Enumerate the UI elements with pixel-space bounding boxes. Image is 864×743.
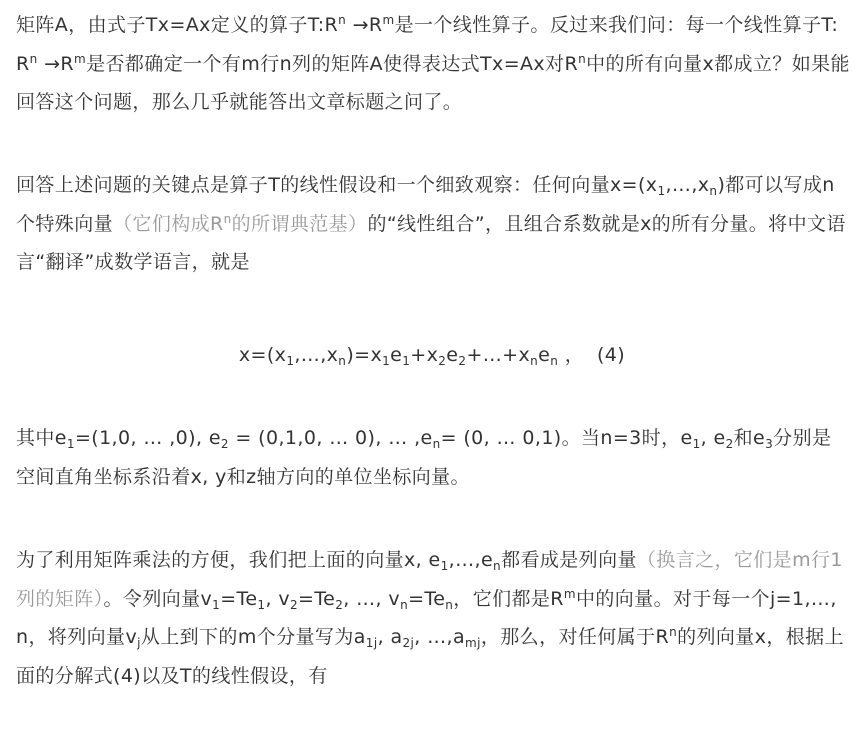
superscript: n bbox=[29, 51, 38, 66]
formula-4 bbox=[0, 336, 864, 375]
text-run: =(1,0, … ,0), e bbox=[74, 427, 221, 449]
text-run: = (0,1,0, … 0), … ,e bbox=[228, 427, 433, 449]
subscript: n bbox=[400, 597, 409, 612]
text-run: 的“线性组合”，且组合系数就是x的所有分量。将中文语言“翻译”成数学语言，就是 bbox=[16, 212, 846, 273]
paragraph-2 bbox=[16, 166, 850, 282]
text-run: , a bbox=[377, 626, 403, 648]
subscript: mj bbox=[465, 636, 481, 650]
subscript: 1 bbox=[257, 597, 266, 612]
text-run: 矩阵A，由式子Tx=Ax定义的算子T:R bbox=[16, 14, 339, 36]
subscript: n bbox=[338, 354, 347, 368]
text-run: 的列向量x，根据上面的分解式(4)以及T的线性假设，有 bbox=[16, 626, 844, 687]
text-run: 。令列向量v bbox=[103, 587, 213, 610]
text-run: =Te bbox=[220, 587, 258, 610]
text-run: 和e bbox=[733, 427, 766, 449]
text-run: 回答上述问题的关键点是算子T的线性假设和一个细致观察：任何向量x=(x bbox=[16, 174, 658, 196]
subscript: 2 bbox=[220, 437, 229, 451]
superscript: m bbox=[74, 51, 87, 66]
subscript: n bbox=[709, 184, 718, 198]
text-run: →R bbox=[37, 52, 74, 75]
text-run: 中的向量。对于每一个j=1,…, n，将列向量v bbox=[16, 587, 837, 648]
text-run: =Te bbox=[408, 587, 446, 610]
subscript: j bbox=[137, 636, 141, 650]
text-run: （它们构成R bbox=[113, 212, 224, 235]
text-run: 的所谓典范基） bbox=[231, 212, 368, 235]
text-run: 为了利用矩阵乘法的方便，我们把上面的向量x, e bbox=[16, 549, 441, 571]
math-run: e bbox=[390, 344, 403, 366]
math-run: +x bbox=[410, 344, 439, 366]
subscript: n bbox=[530, 354, 539, 368]
subscript: 1 bbox=[382, 354, 391, 368]
text-run: , e bbox=[700, 427, 726, 449]
superscript: m bbox=[382, 13, 395, 27]
text-run: , …, v bbox=[343, 587, 401, 610]
text-run: ,…,x bbox=[665, 174, 710, 196]
math-run: +…+x bbox=[466, 344, 531, 366]
text-run: ，那么，对任何属于R bbox=[480, 626, 670, 648]
text-run: , …,a bbox=[414, 626, 466, 648]
text-run: 分别是空间直角坐标系沿着x, y和z轴方向的单位坐标向量。 bbox=[16, 427, 832, 488]
text-run: 是否都确定一个有m行n列的矩阵A使得表达式Tx=Ax对R bbox=[86, 52, 579, 75]
text-run: 都看成是列向量 bbox=[501, 549, 637, 571]
text-run: )都可以写成n个特殊向量 bbox=[16, 174, 835, 235]
paragraph-1 bbox=[16, 6, 850, 122]
subscript: 2 bbox=[438, 354, 447, 368]
subscript: 1 bbox=[66, 437, 75, 451]
text-run: = (0, … 0,1)。当n=3时，e bbox=[440, 427, 693, 449]
math-run: e bbox=[538, 344, 551, 366]
superscript: n bbox=[338, 13, 347, 27]
text-run: , v bbox=[265, 587, 290, 610]
math-run: ， (4) bbox=[558, 344, 626, 366]
text-run: 其中e bbox=[16, 427, 67, 449]
paragraph-4 bbox=[16, 541, 850, 695]
subscript: 1j bbox=[365, 636, 378, 650]
text-run: ，它们都是R bbox=[453, 587, 564, 610]
subscript: 2 bbox=[725, 437, 734, 451]
math-run: )=x bbox=[346, 344, 383, 366]
subscript: 3 bbox=[765, 437, 774, 451]
text-run: ,…,e bbox=[448, 549, 494, 571]
text-run: 是一个线性算子。反过来我们问：每一个线性算子T:R bbox=[16, 14, 839, 75]
math-run: e bbox=[446, 344, 459, 366]
text-run: =Te bbox=[298, 587, 336, 610]
subscript: 1 bbox=[692, 437, 701, 451]
subscript: n bbox=[445, 597, 454, 612]
text-run: →R bbox=[346, 14, 383, 36]
parenthetical-note: （换言之，它们是m行1列的矩阵） bbox=[16, 549, 843, 610]
parenthetical-note bbox=[113, 213, 367, 235]
math-run: x=(x bbox=[238, 344, 287, 366]
subscript: 2 bbox=[289, 597, 299, 612]
subscript: n bbox=[432, 437, 441, 451]
text-run: 中的所有向量x都成立？如果能回答这个问题，那么几乎就能答出文章标题之问了。 bbox=[16, 52, 850, 113]
subscript: 1 bbox=[402, 354, 411, 368]
paragraph-3 bbox=[16, 419, 850, 496]
subscript: n bbox=[550, 354, 559, 368]
subscript: 2 bbox=[335, 597, 344, 612]
subscript: n bbox=[493, 559, 502, 573]
superscript: n bbox=[578, 51, 587, 66]
subscript: 2 bbox=[458, 354, 467, 368]
superscript: n bbox=[223, 211, 232, 226]
text-run: 从上到下的m个分量写为a bbox=[140, 626, 366, 648]
subscript: 1 bbox=[212, 597, 221, 612]
subscript: 1 bbox=[286, 354, 295, 368]
superscript: m bbox=[563, 586, 576, 601]
superscript: n bbox=[669, 625, 678, 639]
subscript: 2j bbox=[402, 636, 415, 650]
math-run: ,…,x bbox=[294, 344, 339, 366]
subscript: 1 bbox=[657, 184, 666, 198]
subscript: 1 bbox=[440, 559, 449, 573]
